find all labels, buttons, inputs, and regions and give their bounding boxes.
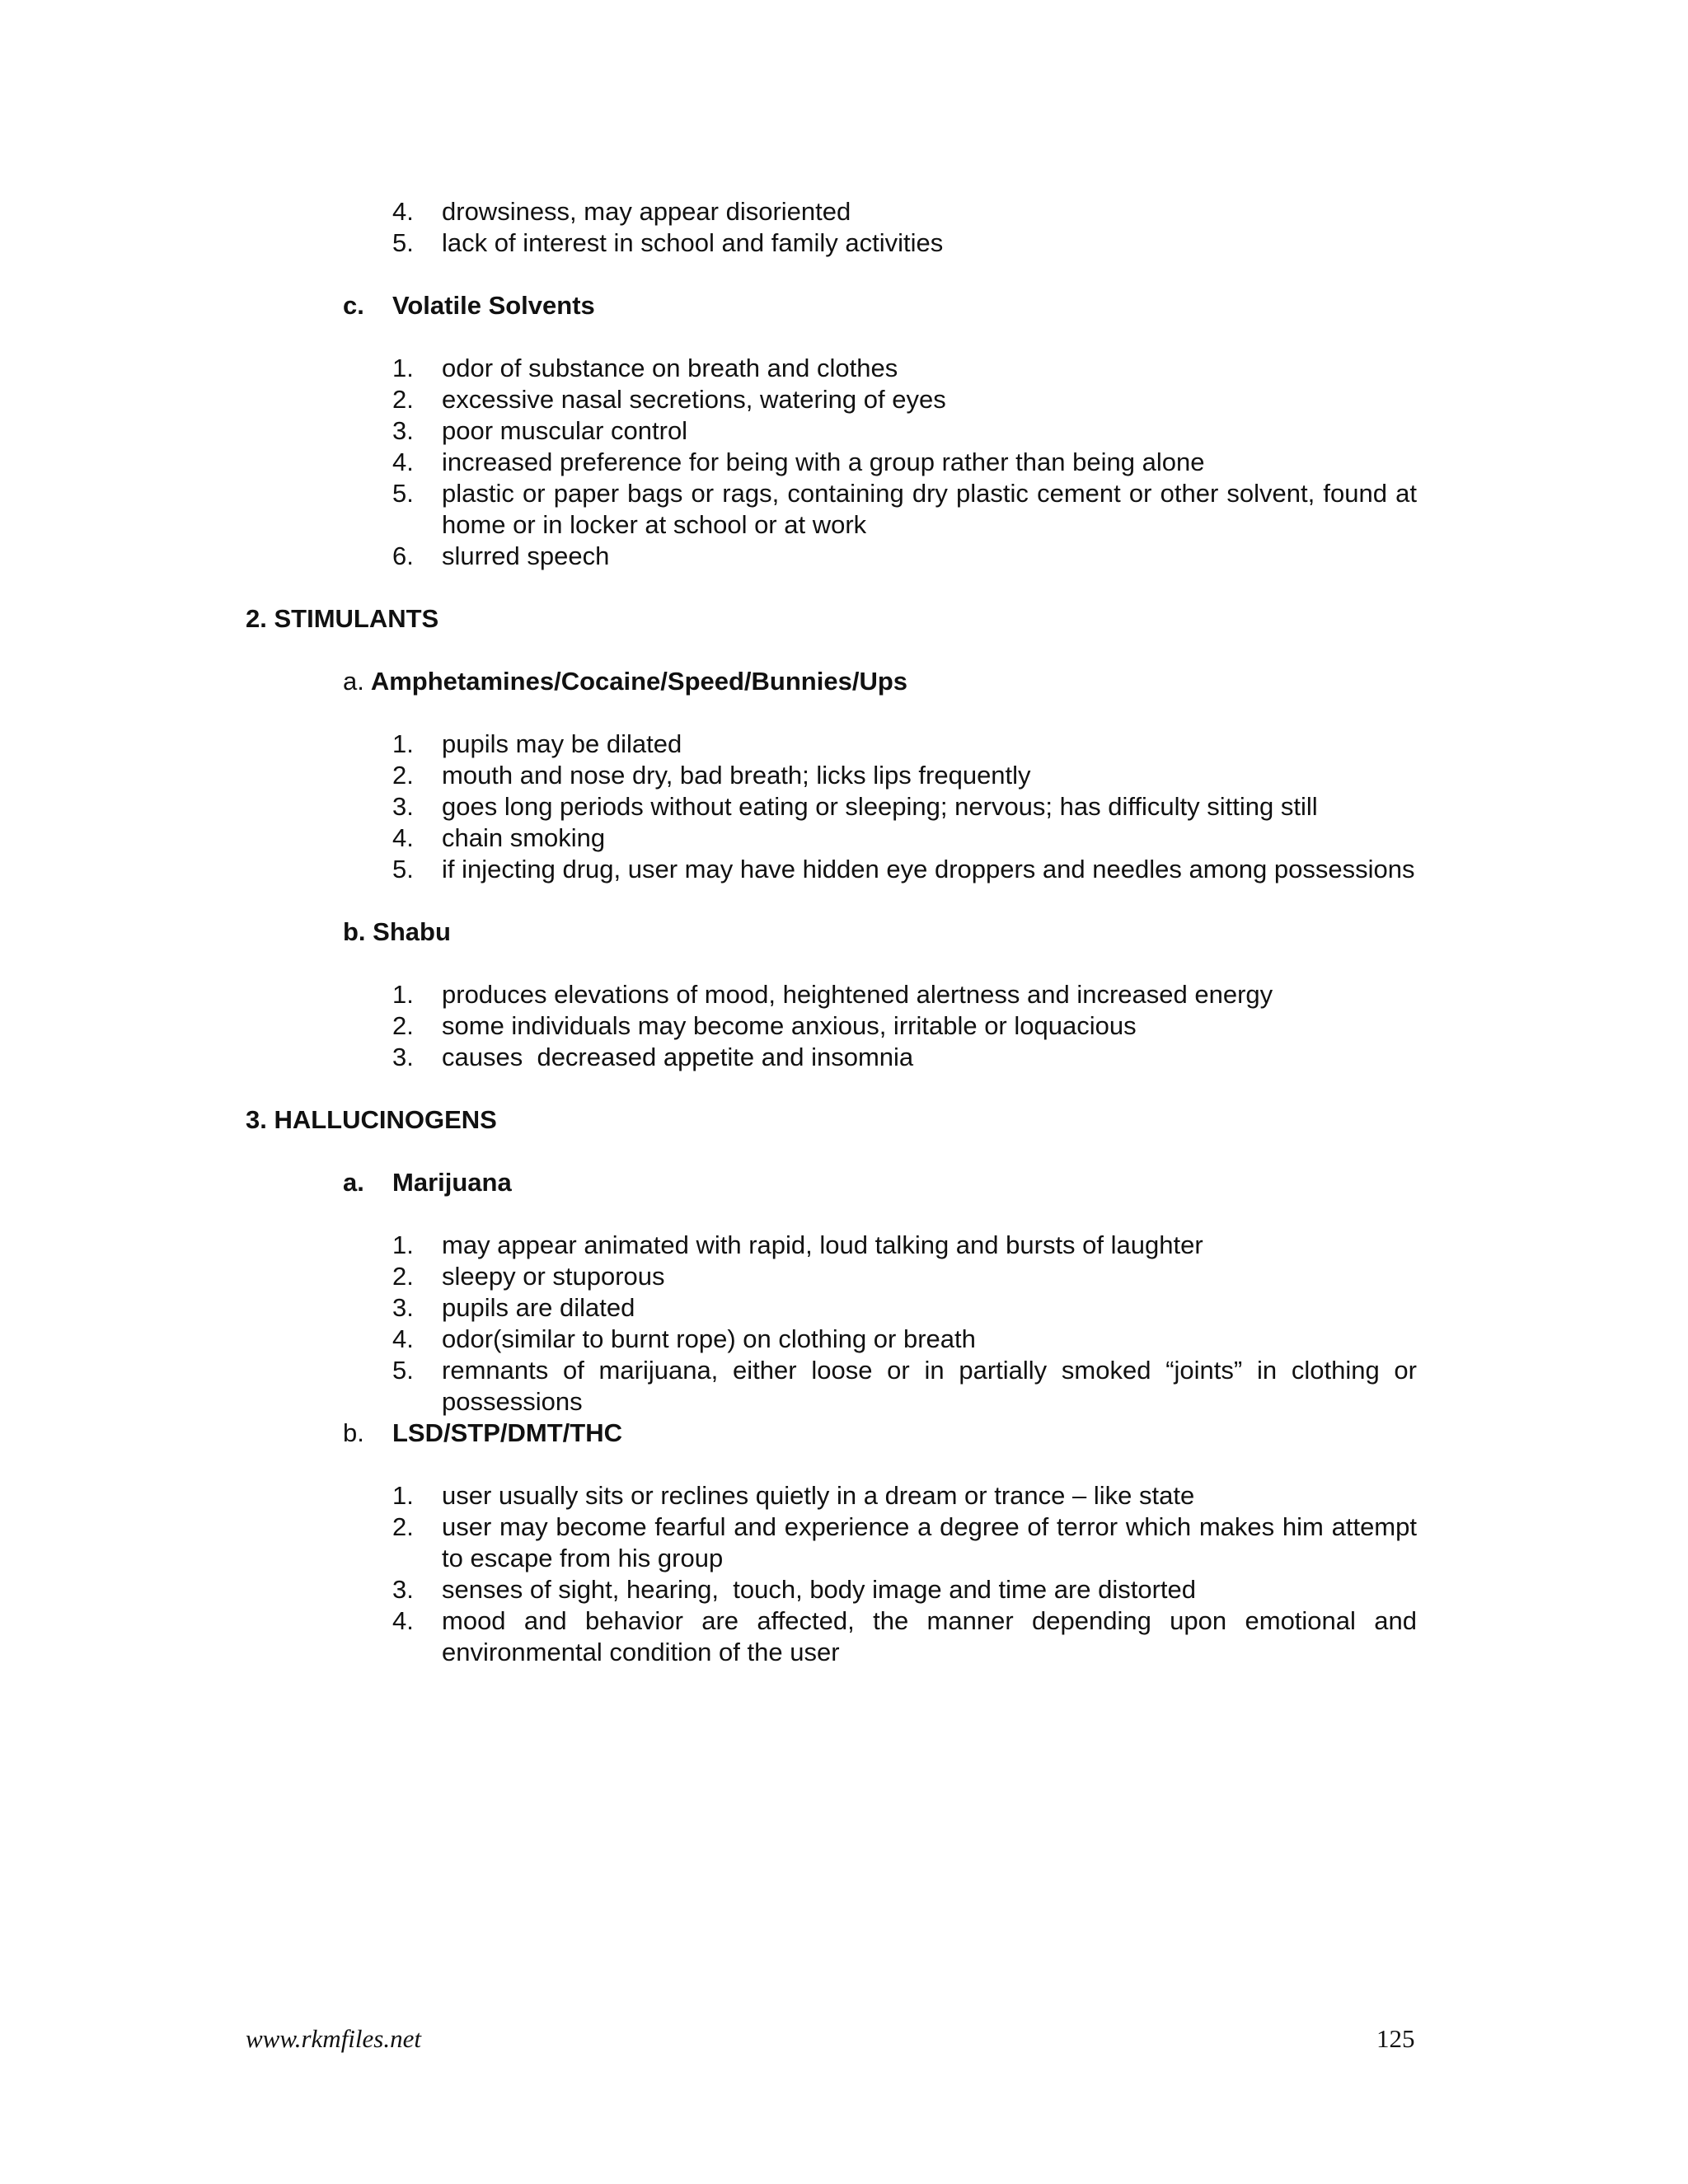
- list-item: [392, 353, 1417, 384]
- item-number: 4.: [392, 823, 414, 852]
- item-number: 5.: [392, 1356, 414, 1385]
- list-item: [392, 760, 1417, 791]
- item-number: 5.: [392, 228, 414, 257]
- list-item: [392, 854, 1417, 885]
- item-number: 3.: [392, 1043, 414, 1071]
- footer-website: www.rkmfiles.net: [246, 2024, 421, 2053]
- list-item: [392, 729, 1417, 760]
- item-number: 4.: [392, 1324, 414, 1353]
- subsection-title: Marijuana: [392, 1168, 512, 1197]
- item-text: odor of substance on breath and clothes: [442, 354, 898, 382]
- item-text: odor(similar to burnt rope) on clothing or breath: [442, 1324, 976, 1353]
- item-text: excessive nasal secretions, watering of eyes: [442, 385, 946, 414]
- item-text: some individuals may become anxious, irritable or loquacious: [442, 1011, 1137, 1040]
- list-item: [392, 979, 1417, 1010]
- item-text: sleepy or stuporous: [442, 1262, 665, 1291]
- list-item: [392, 1230, 1417, 1261]
- list-item: [392, 1355, 1417, 1418]
- marijuana-list: [392, 1230, 1417, 1418]
- item-text: remnants of marijuana, either loose or in partially smoked “joints” in clothing or possessions: [442, 1356, 1417, 1416]
- item-text: mood and behavior are affected, the manner depending upon emotional and environmental condition of the user: [442, 1606, 1417, 1666]
- subsection-title: LSD/STP/DMT/THC: [392, 1418, 622, 1447]
- subsection-marijuana: [343, 1167, 512, 1198]
- list-item: [392, 1042, 1417, 1073]
- item-text: senses of sight, hearing, touch, body image and time are distorted: [442, 1575, 1197, 1604]
- item-number: 6.: [392, 541, 414, 570]
- list-item: [392, 1605, 1417, 1668]
- item-text: chain smoking: [442, 823, 606, 852]
- volatile-solvents-list: [392, 353, 1417, 572]
- item-text: if injecting drug, user may have hidden eye droppers and needles among possessions: [442, 855, 1415, 883]
- continuation-list: [392, 196, 1417, 259]
- item-text: pupils are dilated: [442, 1293, 635, 1322]
- item-number: 2.: [392, 1262, 414, 1291]
- item-text: plastic or paper bags or rags, containing dry plastic cement or other solvent, found at home or in locker at school or at work: [442, 479, 1417, 539]
- list-item: [392, 447, 1417, 478]
- item-text: causes decreased appetite and insomnia: [442, 1043, 914, 1071]
- list-item: [392, 1010, 1417, 1042]
- list-item: [392, 478, 1417, 541]
- subsection-lsd: [343, 1418, 622, 1449]
- item-text: poor muscular control: [442, 416, 688, 445]
- item-text: goes long periods without eating or sleeping; nervous; has difficulty sitting still: [442, 792, 1318, 821]
- item-text: produces elevations of mood, heightened alertness and increased energy: [442, 980, 1273, 1009]
- item-text: lack of interest in school and family activities: [442, 228, 944, 257]
- item-number: 4.: [392, 1606, 414, 1635]
- list-item: [392, 384, 1417, 415]
- item-number: 2.: [392, 761, 414, 790]
- list-item: [392, 415, 1417, 447]
- item-text: drowsiness, may appear disoriented: [442, 197, 851, 226]
- list-item: [392, 1324, 1417, 1355]
- section-heading-hallucinogens: 3. HALLUCINOGENS: [246, 1105, 497, 1134]
- list-item: [392, 1292, 1417, 1324]
- subsection-shabu: [343, 916, 451, 948]
- list-item: [392, 1511, 1417, 1574]
- item-text: mouth and nose dry, bad breath; licks lips frequently: [442, 761, 1031, 790]
- list-item: [392, 227, 1417, 259]
- item-number: 1.: [392, 1230, 414, 1259]
- item-number: 3.: [392, 1293, 414, 1322]
- subsection-letter: b.: [343, 1418, 364, 1447]
- item-number: 3.: [392, 1575, 414, 1604]
- subsection-title: Volatile Solvents: [392, 291, 595, 320]
- item-number: 1.: [392, 729, 414, 758]
- subsection-letter: a.: [343, 1168, 364, 1197]
- item-number: 4.: [392, 448, 414, 476]
- item-number: 2.: [392, 385, 414, 414]
- item-text: user may become fearful and experience a degree of terror which makes him attempt to escape from his group: [442, 1512, 1417, 1572]
- item-number: 3.: [392, 792, 414, 821]
- item-number: 5.: [392, 855, 414, 883]
- list-item: [392, 791, 1417, 823]
- subsection-letter: c.: [343, 291, 364, 320]
- subsection-letter: a.: [343, 667, 364, 696]
- item-number: 4.: [392, 197, 414, 226]
- item-number: 5.: [392, 479, 414, 508]
- page-number: 125: [1376, 2024, 1415, 2053]
- item-text: slurred speech: [442, 541, 610, 570]
- amphetamines-list: [392, 729, 1417, 885]
- item-number: 1.: [392, 980, 414, 1009]
- item-number: 1.: [392, 1481, 414, 1510]
- list-item: [392, 1480, 1417, 1511]
- item-number: 3.: [392, 416, 414, 445]
- subsection-volatile-solvents: [343, 290, 595, 321]
- list-item: [392, 196, 1417, 227]
- lsd-list: [392, 1480, 1417, 1668]
- list-item: [392, 1574, 1417, 1605]
- section-heading-stimulants: 2. STIMULANTS: [246, 604, 439, 633]
- item-text: user usually sits or reclines quietly in a dream or trance – like state: [442, 1481, 1195, 1510]
- shabu-list: [392, 979, 1417, 1073]
- item-number: 2.: [392, 1512, 414, 1541]
- item-text: increased preference for being with a group rather than being alone: [442, 448, 1205, 476]
- list-item: [392, 541, 1417, 572]
- subsection-title: Amphetamines/Cocaine/Speed/Bunnies/Ups: [370, 667, 908, 696]
- list-item: [392, 1261, 1417, 1292]
- item-text: may appear animated with rapid, loud talking and bursts of laughter: [442, 1230, 1203, 1259]
- list-item: [392, 823, 1417, 854]
- item-text: pupils may be dilated: [442, 729, 682, 758]
- subsection-title: b. Shabu: [343, 917, 451, 946]
- item-number: 1.: [392, 354, 414, 382]
- item-number: 2.: [392, 1011, 414, 1040]
- subsection-amphetamines: [343, 666, 907, 697]
